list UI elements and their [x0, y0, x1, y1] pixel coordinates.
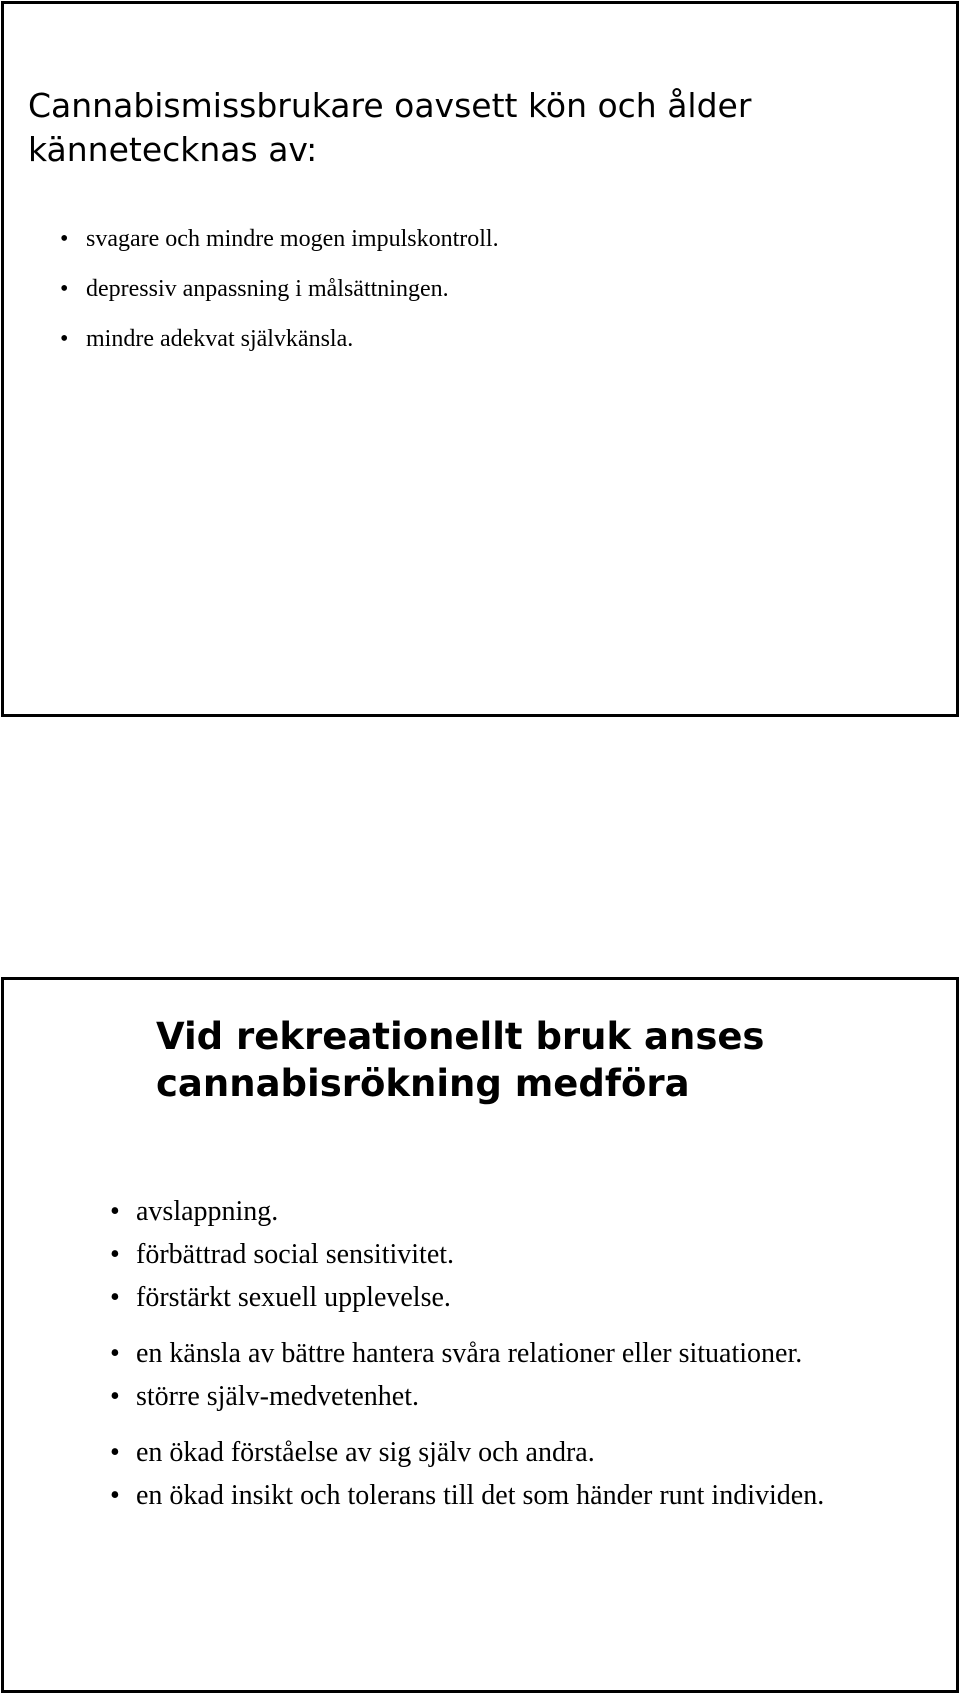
list-item: • svagare och mindre mogen impulskontroll.: [60, 224, 920, 254]
slide-title: Cannabismissbrukare oavsett kön och ålder kännetecknas av:: [28, 86, 752, 169]
list-item: • större själv-medvetenhet.: [110, 1375, 930, 1418]
list-item: • avslappning.: [110, 1190, 930, 1233]
list-item: • en känsla av bättre hantera svåra relationer eller situationer.: [110, 1332, 930, 1375]
slide-1: [1, 1, 959, 717]
bullet-list: [110, 1190, 930, 1517]
list-item: • förbättrad social sensitivitet.: [110, 1233, 930, 1276]
slide-2: [1, 977, 959, 1693]
list-item: • förstärkt sexuell upplevelse.: [110, 1276, 930, 1319]
slide-title: Vid rekreationellt bruk anses cannabisrökning medföra: [156, 1015, 765, 1105]
list-item: • en ökad insikt och tolerans till det som händer runt individen.: [110, 1474, 930, 1517]
list-item: • mindre adekvat självkänsla.: [60, 324, 920, 354]
list-item: • en ökad förståelse av sig själv och andra.: [110, 1431, 930, 1474]
list-item: • depressiv anpassning i målsättningen.: [60, 274, 920, 304]
bullet-list: [60, 224, 920, 374]
